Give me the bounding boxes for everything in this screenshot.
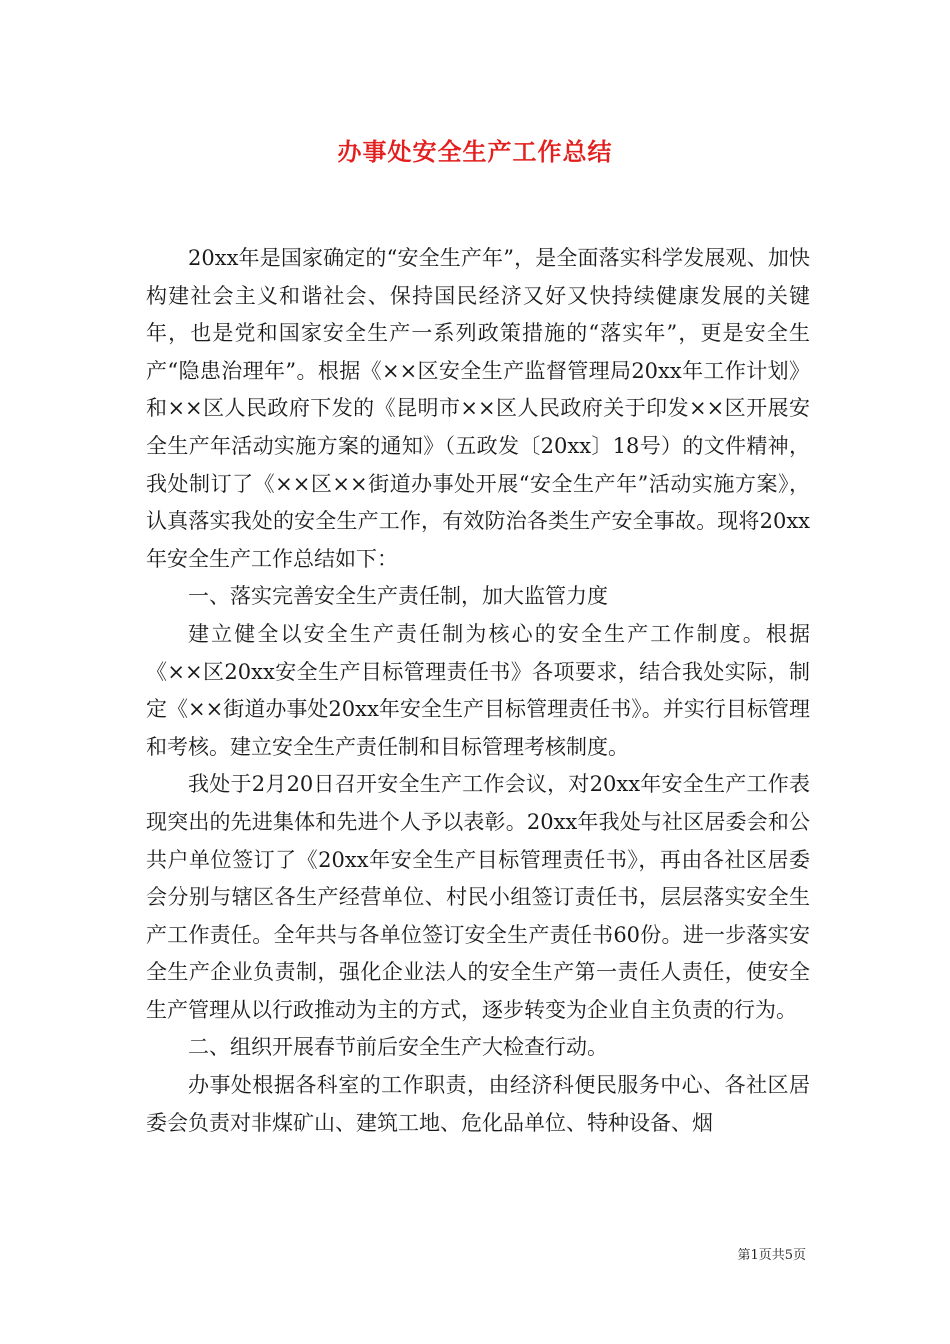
- paragraph-section-1-b: 我处于2月20日召开安全生产工作会议，对20xx年安全生产工作表现突出的先进集体和先进个人予以表彰。20xx年我处与社区居委会和公共户单位签订了《20xx年安全生产目标管理责任书》，再由各社区居委会分别与辖区各生产经营单位、村民小组签订责任书，层层落实安全生产工作责任。全年共与各单位签订安全生产责任书60份。进一步落实安全生产企业负责制，强化企业法人的安全生产第一责任人责任，使安全生产管理从以行政推动为主的方式，逐步转变为企业自主负责的行为。: [146, 772, 810, 1022]
- paragraph-intro: 20xx年是国家确定的“安全生产年”，是全面落实科学发展观、加快构建社会主义和谐社会、保持国民经济又好又快持续健康发展的关键年，也是党和国家安全生产一系列政策措施的“落实年”，更是安全生产“隐患治理年”。根据《××区安全生产监督管理局20xx年工作计划》和××区人民政府下发的《昆明市××区人民政府关于印发××区开展安全生产年活动实施方案的通知》（五政发〔20xx〕18号）的文件精神，我处制订了《××区××街道办事处开展“安全生产年”活动实施方案》，认真落实我处的安全生产工作，有效防治各类生产安全事故。现将20xx年安全生产工作总结如下：: [146, 246, 810, 571]
- document-body: [146, 240, 810, 1142]
- document-title: 办事处安全生产工作总结: [337, 137, 613, 166]
- paragraph-section-1-a: 建立健全以安全生产责任制为核心的安全生产工作制度。根据《××区20xx安全生产目标管理责任书》各项要求，结合我处实际，制定《××街道办事处20xx年安全生产目标管理责任书》。并实行目标管理和考核。建立安全生产责任制和目标管理考核制度。: [146, 621, 810, 759]
- section-heading-1: 一、落实完善安全生产责任制，加大监管力度: [188, 584, 608, 609]
- section-heading-2: 二、组织开展春节前后安全生产大检查行动。: [188, 1035, 608, 1060]
- paragraph-section-2-a: 办事处根据各科室的工作职责，由经济科便民服务中心、各社区居委会负责对非煤矿山、建筑工地、危化品单位、特种设备、烟: [146, 1073, 810, 1135]
- page-number: 第1页共5页: [737, 1248, 806, 1263]
